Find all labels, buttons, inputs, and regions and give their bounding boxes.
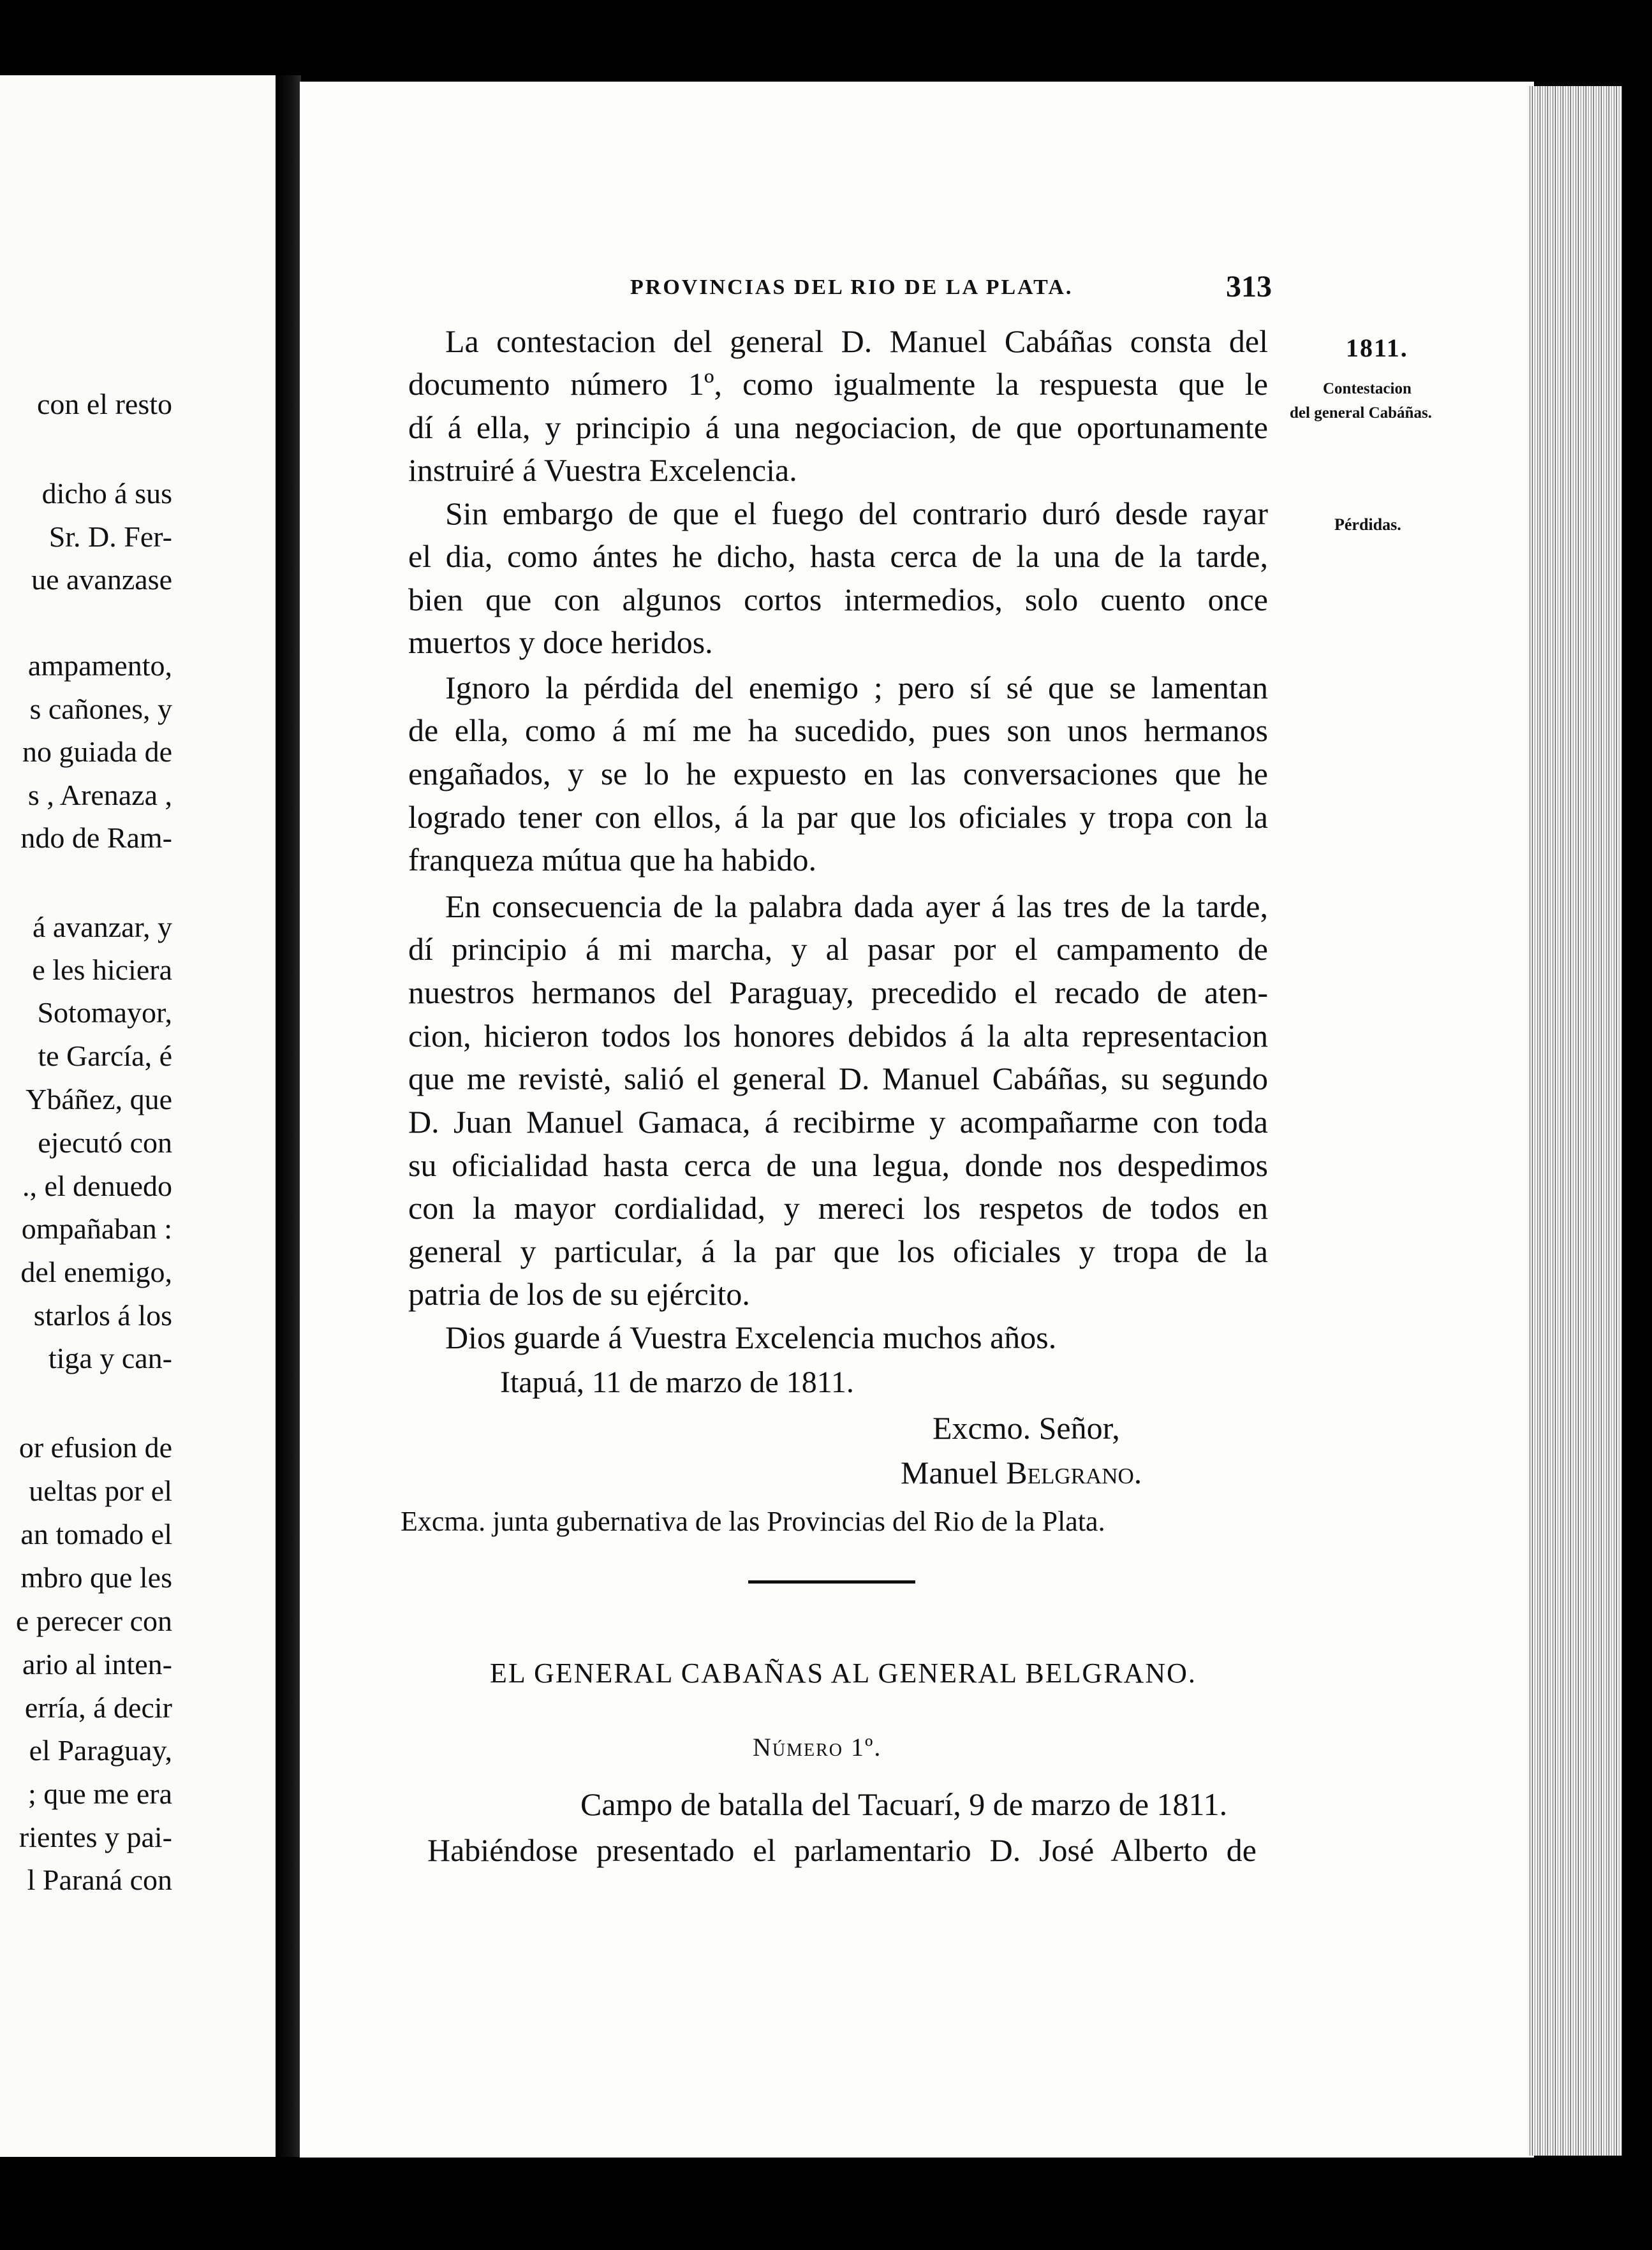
signature-surname: Belgrano. xyxy=(1006,1455,1142,1490)
body-line: instruiré á Vuestra Excelencia. xyxy=(408,452,797,488)
left-page-line: ndo de Ram- xyxy=(20,821,172,854)
running-head: PROVINCIAS DEL RIO DE LA PLATA. xyxy=(630,276,1073,299)
left-page-line: an tomado el xyxy=(20,1518,172,1550)
margin-note-contestacion: Contestacion xyxy=(1323,380,1412,397)
left-page-line: ; que me era xyxy=(27,1777,172,1810)
left-page-line: te García, é xyxy=(38,1040,172,1072)
body-line: Sin embargo de que el fuego del contrario duró desde rayar xyxy=(445,496,1268,531)
place-date-line: Campo de batalla del Tacuarí, 9 de marzo de 1811. xyxy=(580,1786,1228,1822)
left-page-line: el Paraguay, xyxy=(29,1734,172,1767)
body-line: su oficialidad hasta cerca de una legua, donde nos despedimos xyxy=(408,1147,1268,1183)
page-number: 313 xyxy=(1226,270,1272,304)
body-line: logrado tener con ellos, á la par que los oficiales y tropa con la xyxy=(408,799,1268,835)
left-page-line: ., el denuedo xyxy=(22,1170,172,1202)
body-line: de ella, como á mí me ha sucedido, pues son unos hermanos xyxy=(408,712,1268,748)
margin-note-perdidas: Pérdidas. xyxy=(1334,515,1401,534)
body-line: patria de los de su ejército. xyxy=(408,1276,750,1312)
body-line: La contestacion del general D. Manuel Cabáñas consta del xyxy=(445,323,1268,359)
body-line: Dios guarde á Vuestra Excelencia muchos años. xyxy=(445,1320,1057,1355)
body-line: que me revistė, salió el general D. Manuel Cabáñas, su segundo xyxy=(408,1061,1268,1096)
left-page-line: ampamento, xyxy=(27,649,172,682)
document-number-text: Número 1º. xyxy=(753,1733,882,1761)
page-block-edges xyxy=(1528,86,1622,2156)
body-line: engañados, y se lo he expuesto en las conversaciones que he xyxy=(408,756,1268,791)
left-page-line: ejecutó con xyxy=(38,1126,172,1159)
left-page-line: s , Arenaza , xyxy=(27,779,172,811)
left-page-line: no guiada de xyxy=(22,735,172,768)
body-line: general y particular, á la par que los oficiales y tropa de la xyxy=(408,1233,1268,1269)
book-gutter xyxy=(276,75,301,2157)
document-number xyxy=(753,1732,881,1762)
section-divider xyxy=(748,1580,915,1584)
body-line: D. Juan Manuel Gamaca, á recibirme y acompañarme con toda xyxy=(408,1104,1268,1140)
left-page-line: Ybáñez, que xyxy=(26,1083,172,1115)
left-page-line: Sr. D. Fer- xyxy=(48,520,172,553)
body-line: dí á ella, y principio á una negociacion, de que oportunamente xyxy=(408,409,1268,445)
left-page-line: l Paraná con xyxy=(27,1864,172,1896)
left-page-line: or efusion de xyxy=(18,1431,172,1464)
letter-date-line: Itapuá, 11 de marzo de 1811. xyxy=(500,1365,854,1399)
left-page-line: dicho á sus xyxy=(41,477,172,510)
signature xyxy=(901,1454,1142,1491)
left-page-line: del enemigo, xyxy=(20,1256,172,1288)
body-line: nuestros hermanos del Paraguay, precedido el recado de aten- xyxy=(408,974,1268,1010)
body-line: cion, hicieron todos los honores debidos á la alta representacion xyxy=(408,1018,1268,1054)
body-line: Ignoro la pérdida del enemigo ; pero sí sé que se lamentan xyxy=(445,670,1268,705)
left-page-line: ompañaban : xyxy=(21,1212,172,1245)
salutation: Excmo. Señor, xyxy=(933,1410,1120,1446)
left-page-line: mbro que les xyxy=(20,1561,172,1594)
left-page-line: s cañones, y xyxy=(29,693,172,725)
section-title: EL GENERAL CABAÑAS AL GENERAL BELGRANO. xyxy=(490,1658,1197,1689)
margin-note-general-cabanas: del general Cabáñas. xyxy=(1290,404,1432,422)
left-facing-page xyxy=(0,75,276,2157)
left-page-line: ario al inten- xyxy=(22,1648,172,1680)
body-line: bien que con algunos cortos intermedios, solo cuento once xyxy=(408,582,1268,617)
left-page-line: rientes y pai- xyxy=(18,1821,172,1853)
body-line: el dia, como ántes he dicho, hasta cerca de la una de la tarde, xyxy=(408,538,1268,574)
left-page-line: e les hiciera xyxy=(32,953,172,986)
left-page-line: Sotomayor, xyxy=(37,996,172,1029)
body-line: En consecuencia de la palabra dada ayer á las tres de la tarde, xyxy=(445,888,1268,924)
addressee-line: Excma. junta gubernativa de las Provincias del Rio de la Plata. xyxy=(401,1506,1105,1537)
margin-year: 1811. xyxy=(1346,334,1408,362)
left-page-line: e perecer con xyxy=(15,1605,172,1637)
left-page-line: starlos á los xyxy=(33,1299,172,1332)
left-page-line: á avanzar, y xyxy=(32,911,172,943)
body-line: franqueza mútua que ha habido. xyxy=(408,842,817,878)
left-page-line: con el resto xyxy=(36,388,172,420)
signature-first-name: Manuel xyxy=(901,1455,1007,1490)
body-line: con la mayor cordialidad, y mereci los respetos de todos en xyxy=(408,1190,1268,1226)
left-page-line: ueltas por el xyxy=(29,1474,172,1507)
body-line: muertos y doce heridos. xyxy=(408,624,713,660)
body-text-last-line: Habiéndose presentado el parlamentario D. José Alberto de xyxy=(427,1832,1257,1868)
body-line: dí principio á mi marcha, y al pasar por el campamento de xyxy=(408,931,1268,967)
left-page-line: erría, á decir xyxy=(24,1691,172,1724)
left-page-line: tiga y can- xyxy=(48,1342,172,1374)
body-line: documento número 1º, como igualmente la respuesta que le xyxy=(408,366,1268,402)
left-page-line: ue avanzase xyxy=(31,563,172,596)
